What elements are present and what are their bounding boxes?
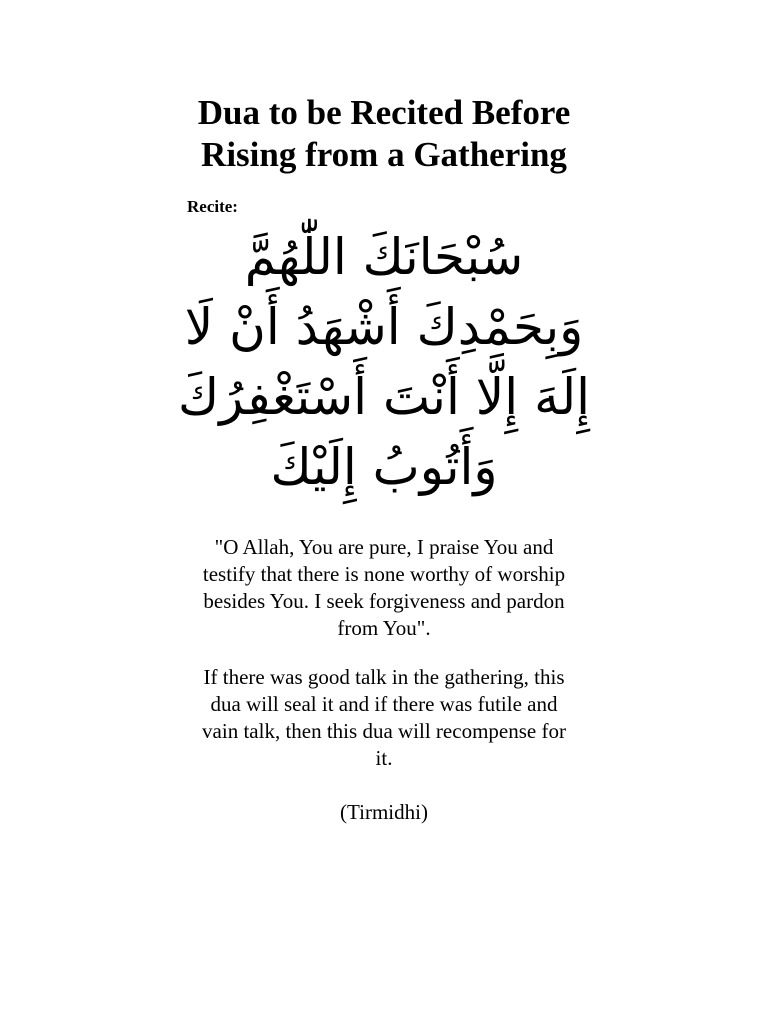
arabic-dua-text [150,222,618,502]
arabic-line-1: سُبْحَانَكَ اللّٰهُمَّ [244,228,524,286]
source-citation: (Tirmidhi) [340,800,428,824]
arabic-line-4: وَأَتُوبُ إِلَيْكَ [270,438,498,496]
translation-line-2: testify that there is none worthy of worship [202,562,566,586]
arabic-line-2: وَبِحَمْدِكَ أَشْهَدُ أَنْ لَا [184,298,584,356]
title-line-2: Rising from a Gathering [201,135,567,174]
note-line-3: vain talk, then this dua will recompense for [202,719,566,743]
note-line-2: dua will seal it and if there was futile and [210,692,558,716]
note-line-4: it. [375,746,393,770]
title-line-1: Dua to be Recited Before [197,93,571,132]
page-title [0,92,768,176]
explanation-paragraph [184,664,584,772]
note-line-1: If there was good talk in the gathering, this [203,665,565,689]
arabic-line-3: إِلَهَ إِلَّا أَنْتَ أَسْتَغْفِرُكَ [177,368,590,426]
translation-paragraph [184,534,584,642]
translation-line-4: from You". [337,616,431,640]
recite-label: Recite: [187,197,238,216]
translation-line-3: besides You. I seek forgiveness and pardon [203,589,565,613]
translation-line-1: "O Allah, You are pure, I praise You and [214,535,554,559]
